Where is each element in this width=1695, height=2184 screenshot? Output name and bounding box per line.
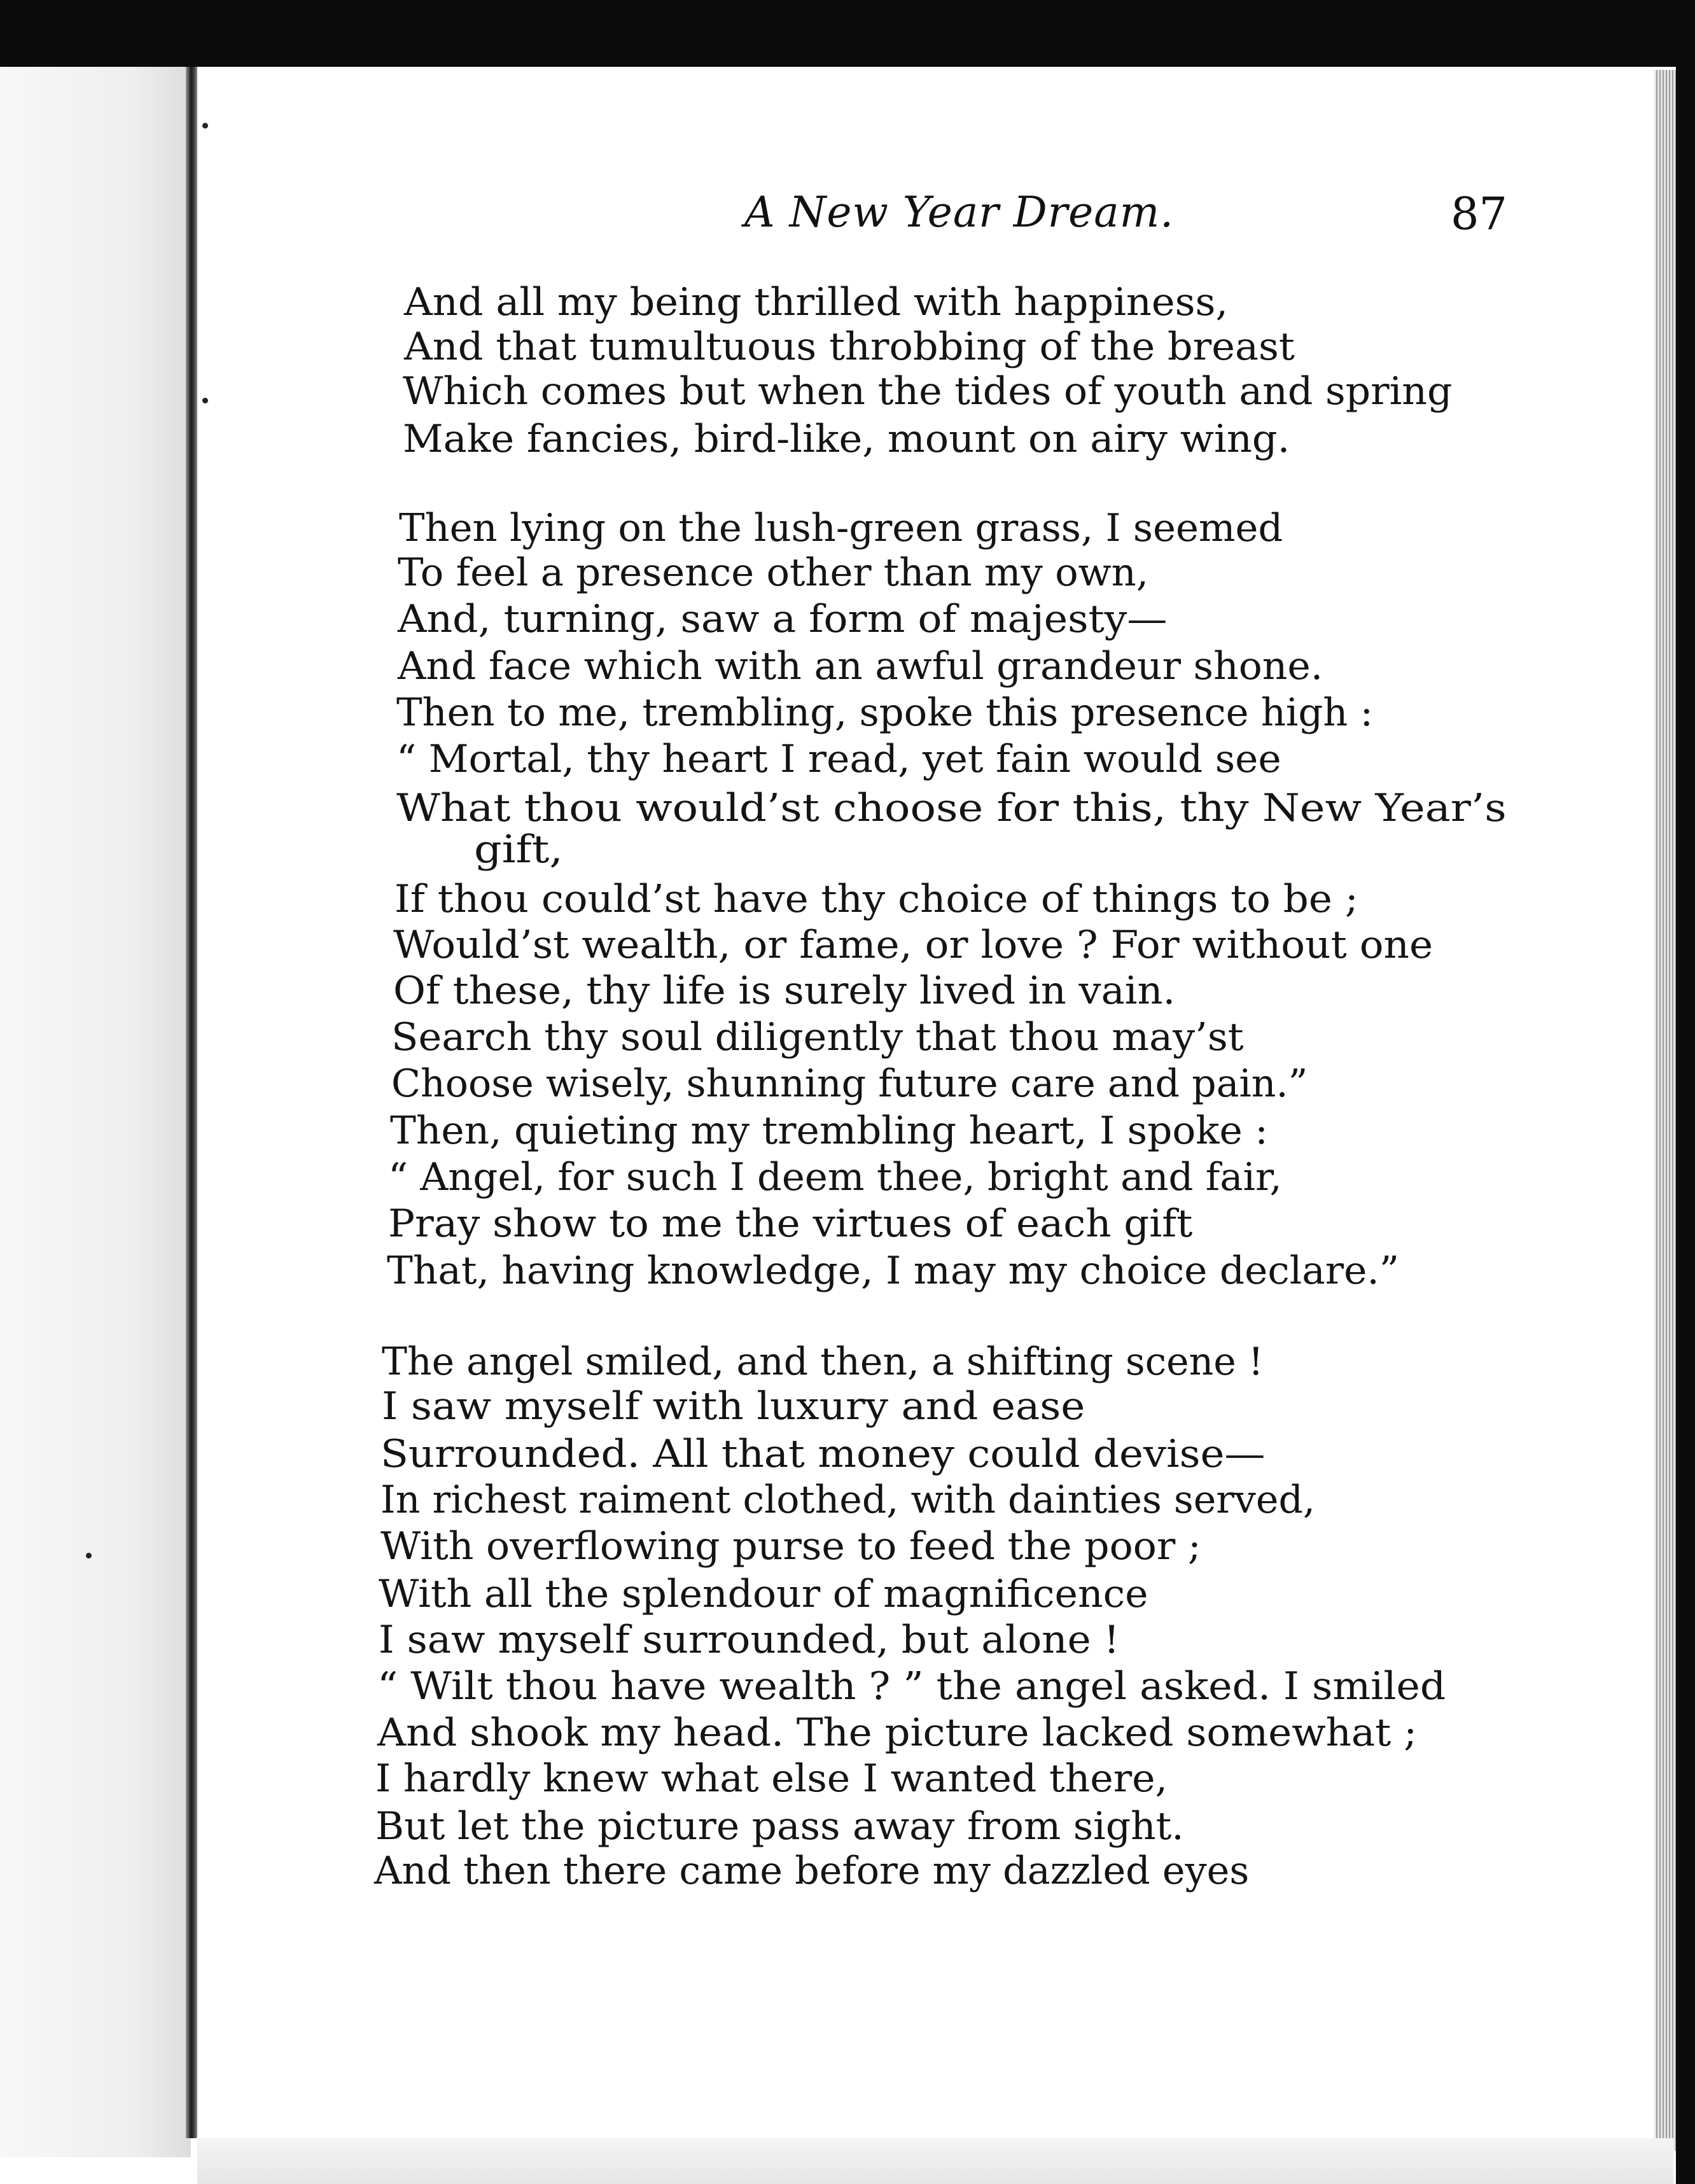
verse-line: That, having knowledge, I may my choice declare.”	[387, 1249, 1400, 1293]
page-number: 87	[1451, 188, 1508, 240]
verse-line: And then there came before my dazzled eyes	[374, 1849, 1250, 1893]
verse-line: In richest raiment clothed, with dainties served,	[380, 1478, 1316, 1522]
ink-speck	[202, 123, 208, 129]
verse-line: And, turning, saw a form of majesty—	[398, 597, 1168, 641]
verse-line: With overflowing purse to feed the poor ;	[380, 1524, 1201, 1569]
verse-line: “ Wilt thou have wealth ? ” the angel asked. I smiled	[377, 1664, 1446, 1709]
scan-top-border	[0, 0, 1695, 67]
verse-line: But let the picture pass away from sight.	[375, 1804, 1184, 1849]
verse-line: And all my being thrilled with happiness,	[404, 280, 1229, 325]
running-title: A New Year Dream.	[744, 188, 1175, 237]
verse-line: The angel smiled, and then, a shifting scene !	[382, 1340, 1264, 1384]
verse-line: Surrounded. All that money could devise—	[380, 1432, 1266, 1476]
verse-line: gift,	[474, 827, 563, 872]
verse-line: Of these, thy life is surely lived in vain.	[393, 969, 1176, 1013]
verse-line: If thou could’st have thy choice of things to be ;	[394, 877, 1358, 921]
verse-line: Then lying on the lush-green grass, I seemed	[399, 506, 1283, 550]
verse-line: Then, quieting my trembling heart, I spoke :	[390, 1109, 1268, 1153]
verse-line: What thou would’st choose for this, thy New Year’s	[396, 786, 1507, 830]
facing-page	[0, 38, 191, 2157]
verse-line: And that tumultuous throbbing of the breast	[404, 325, 1295, 369]
verse-line: Make fancies, bird-like, mount on airy wing.	[403, 417, 1290, 461]
verse-line: Then to me, trembling, spoke this presence high :	[396, 690, 1374, 735]
verse-line: “ Mortal, thy heart I read, yet fain would see	[396, 737, 1281, 781]
verse-line: “ Angel, for such I deem thee, bright and fair,	[388, 1155, 1282, 1200]
verse-line: I saw myself surrounded, but alone !	[379, 1618, 1120, 1662]
verse-line: I hardly knew what else I wanted there,	[375, 1756, 1168, 1801]
verse-line: And shook my head. The picture lacked somewhat ;	[377, 1711, 1418, 1755]
verse-line: With all the splendour of magnificence	[379, 1572, 1148, 1616]
verse-line: Pray show to me the virtues of each gift	[388, 1201, 1193, 1246]
scan-right-border	[1676, 0, 1695, 2184]
verse-line: Choose wisely, shunning future care and pain.”	[391, 1061, 1308, 1106]
verse-line: To feel a presence other than my own,	[398, 550, 1149, 595]
verse-line: Would’st wealth, or fame, or love ? For without one	[393, 923, 1433, 967]
verse-line: Search thy soul diligently that thou may’st	[391, 1015, 1244, 1060]
book-gutter	[186, 38, 197, 2138]
ink-speck	[202, 398, 208, 403]
verse-line: Which comes but when the tides of youth and spring	[403, 369, 1453, 414]
bottom-margin	[197, 2138, 1673, 2184]
ink-speck	[86, 1553, 92, 1558]
verse-line: I saw myself with luxury and ease	[382, 1384, 1085, 1429]
page-edges	[1654, 70, 1676, 2151]
verse-line: And face which with an awful grandeur shone.	[398, 644, 1323, 689]
